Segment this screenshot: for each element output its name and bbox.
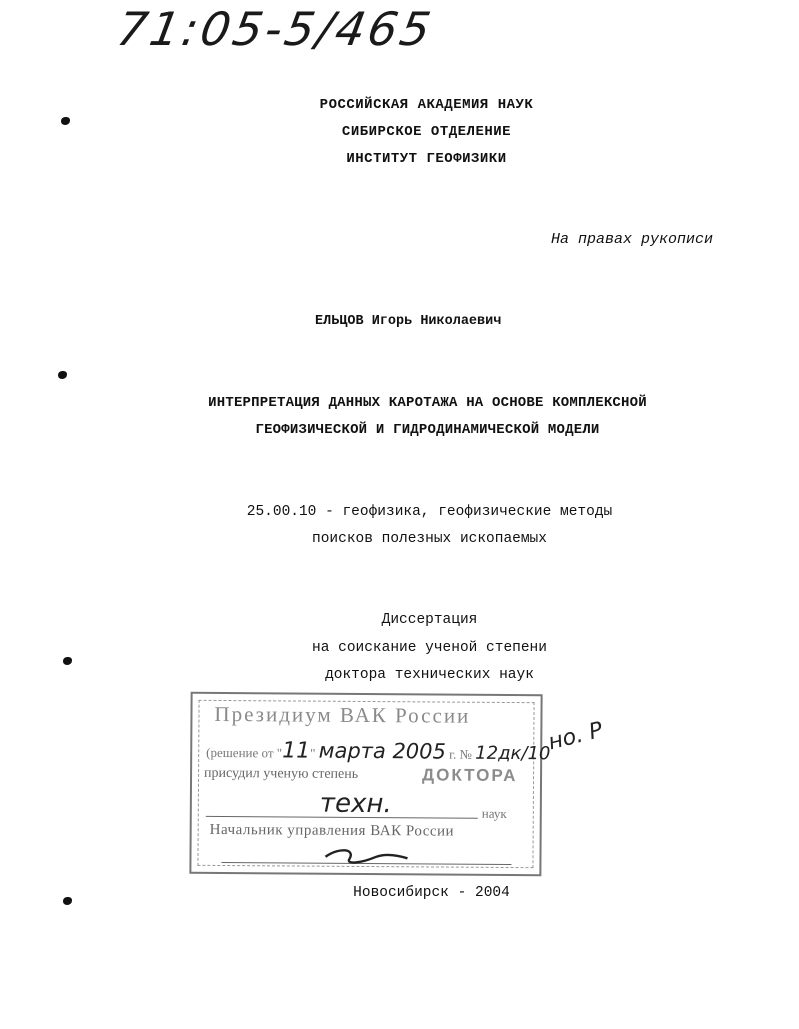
stamp-title: Президиум ВАК России xyxy=(214,701,471,728)
punch-hole-mark xyxy=(58,371,67,379)
author-name: ЕЛЬЦОВ Игорь Николаевич xyxy=(315,314,502,329)
institution-name: ИНСТИТУТ ГЕОФИЗИКИ xyxy=(346,151,507,167)
stamp-decision-suffix: г. № xyxy=(449,746,473,762)
stamp-decision-month-year: марта 2005 xyxy=(318,738,447,764)
stamp-field-handwritten: техн. xyxy=(319,788,392,820)
punch-hole-mark xyxy=(63,657,72,665)
stamp-decision-day: 11 xyxy=(282,738,311,764)
vak-approval-stamp xyxy=(189,692,551,876)
dissertation-title-line2: ГЕОФИЗИЧЕСКОЙ И ГИДРОДИНАМИЧЕСКОЙ МОДЕЛИ xyxy=(255,422,600,438)
specialty-code-line2: поисков полезных ископаемых xyxy=(312,531,547,547)
degree-name: доктора технических наук xyxy=(325,667,534,683)
dissertation-title-line1: ИНТЕРПРЕТАЦИЯ ДАННЫХ КАРОТАЖА НА ОСНОВЕ КОМПЛЕКСНОЙ xyxy=(208,395,647,411)
specialty-code-line1: 25.00.10 - геофизика, геофизические методы xyxy=(246,504,613,520)
stamp-decision-prefix: (решение от " xyxy=(206,744,283,761)
stamp-head-title: Начальник управления ВАК России xyxy=(209,821,455,840)
stamp-awarded-line: присудил ученую степень xyxy=(204,765,359,782)
institution-academy: РОССИЙСКАЯ АКАДЕМИЯ НАУК xyxy=(319,97,534,113)
margin-handwritten-note: но. Р xyxy=(545,717,606,756)
stamp-signature xyxy=(321,843,411,870)
place-and-year: Новосибирск - 2004 xyxy=(353,885,510,901)
stamp-degree-level: ДОКТОРА xyxy=(421,765,518,786)
stamp-sciences-word: наук xyxy=(481,805,507,821)
stamp-decision-mid: " xyxy=(310,745,316,761)
dissertation-label: Диссертация xyxy=(381,612,478,628)
stamp-decision-line xyxy=(206,738,550,765)
institution-branch: СИБИРСКОЕ ОТДЕЛЕНИЕ xyxy=(341,124,512,140)
manuscript-rights: На правах рукописи xyxy=(550,231,713,248)
stamp-decision-number: 12дк/10 xyxy=(475,742,551,765)
archive-number: 71:05-5/465 xyxy=(113,2,438,56)
degree-purpose: на соискание ученой степени xyxy=(312,640,547,656)
